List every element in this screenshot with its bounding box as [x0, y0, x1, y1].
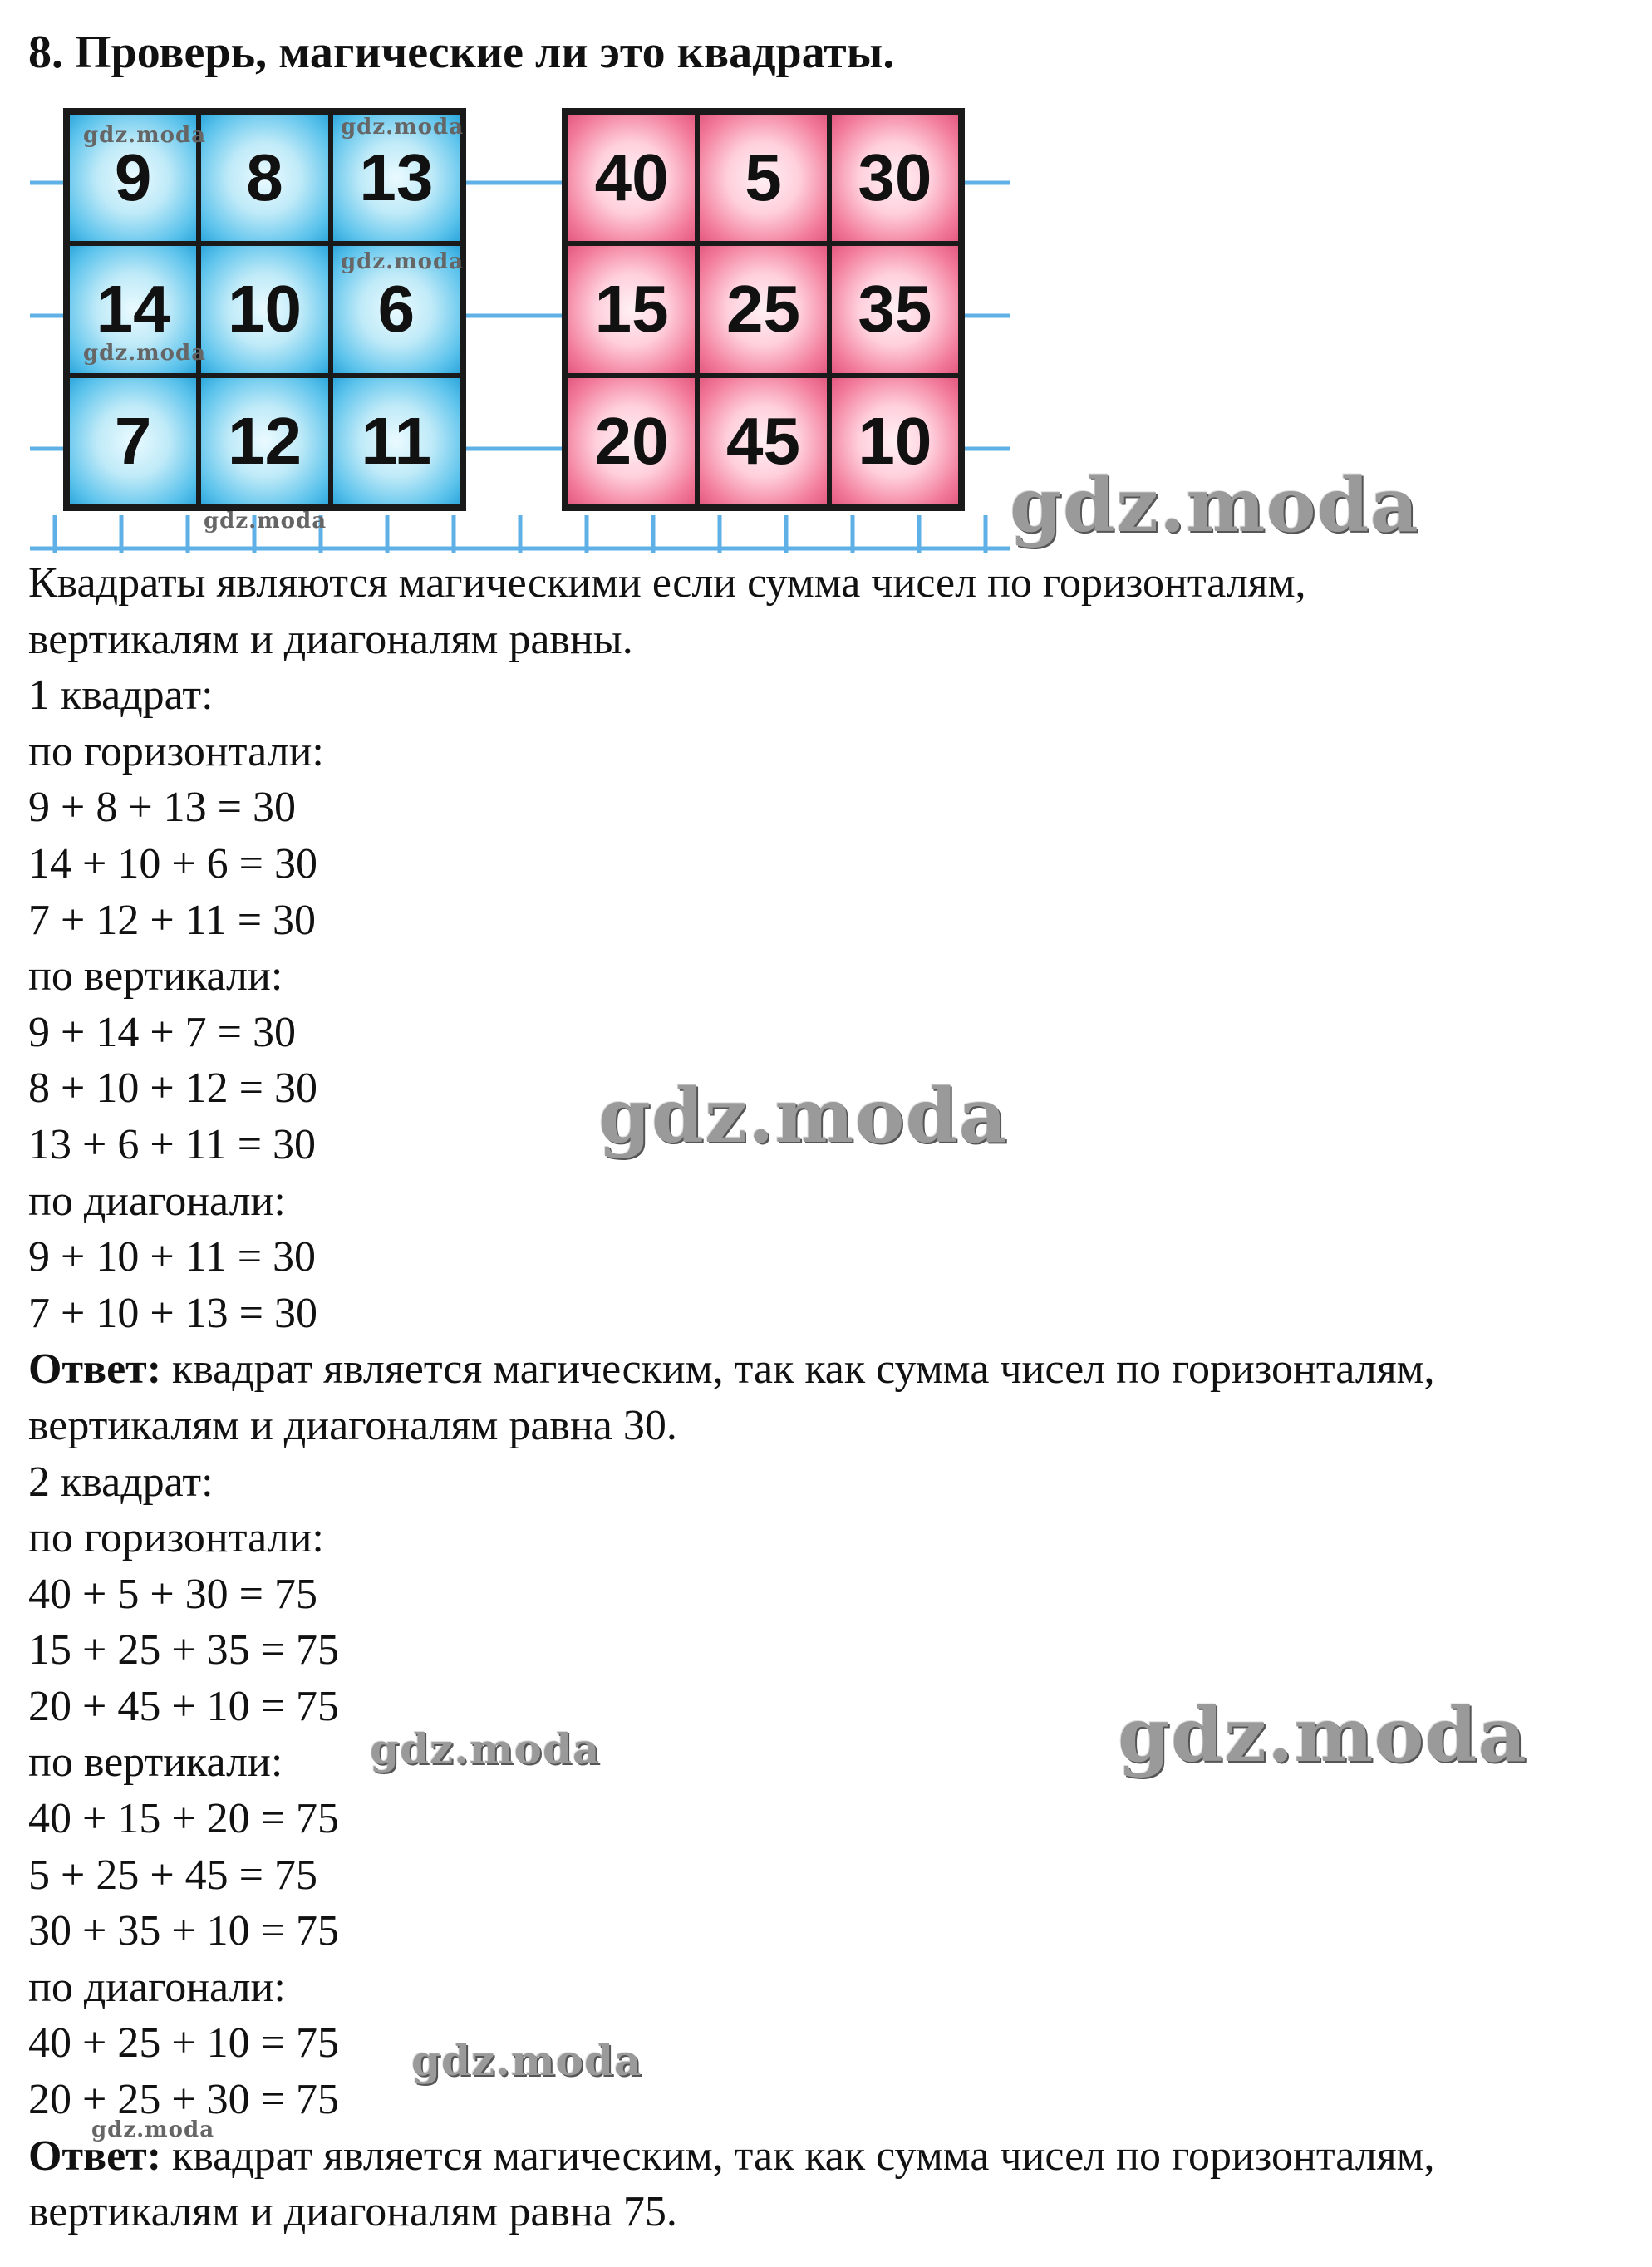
- square2-diagonal-label: по диагонали:: [28, 1963, 286, 2011]
- square2-horizontal-label: по горизонтали:: [28, 1514, 324, 1562]
- square2-vertical-label: по вертикали:: [28, 1738, 283, 1787]
- watermark: gdz.moda: [1118, 1691, 1527, 1779]
- blue-square-cell: 7: [70, 378, 196, 504]
- blue-magic-square: [63, 108, 466, 511]
- pink-square-cell: 20: [568, 378, 695, 504]
- equation-line: 40 + 15 + 20 = 75: [28, 1795, 339, 1843]
- equation-line: 40 + 25 + 10 = 75: [28, 2019, 339, 2068]
- square1-answer-cont: вертикалям и диагоналям равна 30.: [28, 1401, 677, 1449]
- solution-text: [28, 555, 1632, 2240]
- blue-square-cell: 12: [201, 378, 327, 504]
- equation-line: 9 + 14 + 7 = 30: [28, 1008, 296, 1056]
- square2-answer-cont: вертикалям и диагоналям равна 75.: [28, 2188, 677, 2236]
- equation-line: 7 + 10 + 13 = 30: [28, 1289, 317, 1337]
- watermark: gdz.moda: [370, 1724, 601, 1773]
- pink-square-cell: 30: [832, 115, 958, 241]
- intro-line: Квадраты являются магическими если сумма чисел по горизонталям,: [28, 559, 1306, 607]
- watermark: gdz.moda: [83, 123, 207, 148]
- equation-line: 20 + 45 + 10 = 75: [28, 1682, 339, 1730]
- pink-square-cell: 45: [700, 378, 826, 504]
- equation-line: 9 + 8 + 13 = 30: [28, 784, 296, 832]
- blue-square-cell: 14: [70, 246, 196, 372]
- equation-line: 5 + 25 + 45 = 75: [28, 1851, 317, 1899]
- equation-line: 15 + 25 + 35 = 75: [28, 1626, 339, 1674]
- pink-square-cell: 35: [832, 246, 958, 372]
- exercise-title: 8. Проверь, магические ли это квадраты.: [28, 27, 895, 78]
- square1-heading: 1 квадрат:: [28, 671, 214, 720]
- equation-line: 40 + 5 + 30 = 75: [28, 1570, 317, 1618]
- square1-horizontal-label: по горизонтали:: [28, 727, 324, 775]
- equation-line: 8 + 10 + 12 = 30: [28, 1065, 317, 1113]
- pink-square-cell: 10: [832, 378, 958, 504]
- magic-squares-figure: [30, 83, 1010, 553]
- square1-diagonal-label: по диагонали:: [28, 1177, 286, 1225]
- answer-text: квадрат является магическим, так как сумма чисел по горизонталям,: [161, 1345, 1435, 1394]
- square1-vertical-label: по вертикали:: [28, 952, 283, 1001]
- watermark: gdz.moda: [411, 2036, 642, 2085]
- watermark: gdz.moda: [91, 2117, 215, 2142]
- equation-line: 13 + 6 + 11 = 30: [28, 1120, 317, 1168]
- equation-line: 7 + 12 + 11 = 30: [28, 896, 317, 944]
- blue-square-cell: 10: [201, 246, 327, 372]
- equation-line: 30 + 35 + 10 = 75: [28, 1907, 339, 1955]
- equation-line: 9 + 10 + 11 = 30: [28, 1233, 317, 1281]
- equation-line: 20 + 25 + 30 = 75: [28, 2076, 339, 2124]
- intro-line: вертикалям и диагоналям равны.: [28, 615, 633, 663]
- blue-square-cell: 8: [201, 115, 327, 241]
- equation-line: 14 + 10 + 6 = 30: [28, 839, 317, 888]
- watermark: gdz.moda: [341, 115, 465, 140]
- answer-text: квадрат является магическим, так как сумма чисел по горизонталям,: [161, 2132, 1435, 2180]
- pink-square-cell: 15: [568, 246, 695, 372]
- blue-square-cell: 9: [70, 115, 196, 241]
- watermark: gdz.moda: [341, 249, 465, 274]
- answer-label: Ответ:: [28, 2132, 162, 2180]
- pink-square-cell: 40: [568, 115, 695, 241]
- pink-square-cell: 5: [700, 115, 826, 241]
- square2-heading: 2 квадрат:: [28, 1458, 214, 1506]
- pink-magic-square: [562, 108, 965, 511]
- pink-square-cell: 25: [700, 246, 826, 372]
- blue-square-cell: 6: [333, 246, 460, 372]
- watermark: gdz.moda: [83, 341, 207, 366]
- answer-label: Ответ:: [28, 1345, 162, 1394]
- square2-answer: [28, 2128, 1632, 2185]
- square1-answer: [28, 1341, 1632, 1398]
- watermark: gdz.moda: [204, 509, 327, 534]
- watermark: gdz.moda: [598, 1072, 1008, 1160]
- blue-square-cell: 13: [333, 115, 460, 241]
- watermark: gdz.moda: [1010, 461, 1419, 549]
- blue-square-cell: 11: [333, 378, 460, 504]
